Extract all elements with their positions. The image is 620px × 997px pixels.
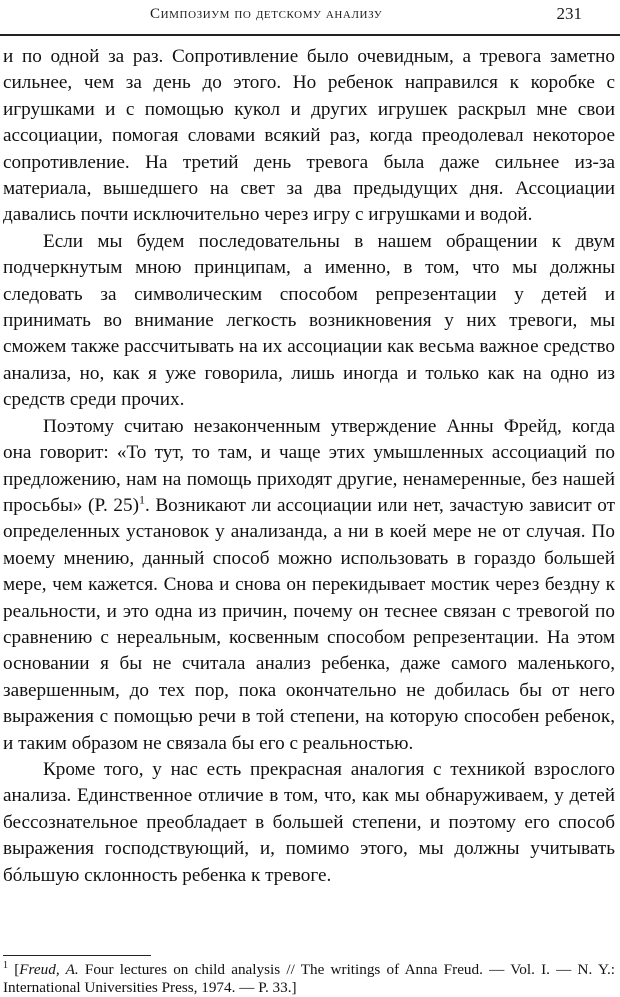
footnote <box>3 961 615 997</box>
paragraph-2: Если мы будем последовательны в нашем обращении к двум подчеркнутым мною принципам, а именно, в том, что мы должны следовать за символическим способом репрезентации у детей и принимать во внимание легкость возникновения у них тревоги, мы сможем также рассчитывать на их ассоциации как весьма важное средство анализа, но, как я уже говорила, лишь иногда и только как на одно из средств среди прочих. <box>3 230 615 411</box>
footnote-mark: 1 <box>3 959 8 971</box>
page-number: 231 <box>556 4 582 23</box>
footnote-reference-mark[interactable]: 1 <box>138 492 145 507</box>
body-text <box>3 44 615 889</box>
footnote-citation: Four lectures on child analysis // The writings of Anna Freud. — Vol. I. — N. Y.: International Universities Press, 1974. — P. 33.] <box>3 961 616 996</box>
paragraph-3 <box>3 414 615 757</box>
footnote-open-bracket: [ <box>14 961 20 978</box>
paragraph-1: и по одной за раз. Сопротивление было очевидным, а тревога заметно сильнее, чем за день до этого. Но ребенок направился к коробке с игрушками и с помощью кукол и других игрушек раскрыл мне свои ассоциации, помогая словами всякий раз, когда преодолевал некоторое сопротивление. На третий день тревога была даже сильнее из-за материала, вышедшего на свет за два предыдущих дня. Ассоциации давались почти исключительно через игру с игрушками и водой. <box>3 46 615 226</box>
paragraph-3-text-b: . Возникают ли ассоциации или нет, зачастую зависит от определенных установок у анализанда, а ни в коей мере не от случая. По моему мнению, данный способ можно использовать в гораздо большей мере, чем кажется. Снова и снова он перекидывает мостик через бездну к реальности, и это одна из причин, почему он теснее связан с тревогой по сравнению с нереальным, косвенным способом репрезентации. На этом основании я бы не считала анализ ребенка, даже самого маленького, завершенным, до тех пор, пока окончательно не добилась бы от него выражения с помощью речи в той степени, на которую способен ребенок, и таким образом не связала бы его с реальностью. <box>3 494 615 754</box>
running-header <box>0 0 620 40</box>
header-rule <box>0 34 620 36</box>
running-head-title: Симпозиум по детскому анализу <box>150 6 383 22</box>
footnote-author: Freud, A. <box>19 961 79 978</box>
paragraph-4: Кроме того, у нас есть прекрасная аналогия с техникой взрослого анализа. Единственное отличие в том, что, как мы обнаруживаем, у детей бессознательное преобладает в большей степени, и поэтому его способ выражения господствующий, и, помимо этого, мы должны учитывать бóльшую склонность ребенка к тревоге. <box>3 758 615 886</box>
paragraph-3-text-a: Поэтому считаю незаконченным утверждение Анны Фрейд, когда она говорит: «То тут, то там, и чаще этих умышленных ассоциаций по предложению, нам на помощь приходят другие, ненамеренные, без нашей просьбы» (P. 25) <box>3 415 615 516</box>
footnote-rule <box>3 955 151 956</box>
